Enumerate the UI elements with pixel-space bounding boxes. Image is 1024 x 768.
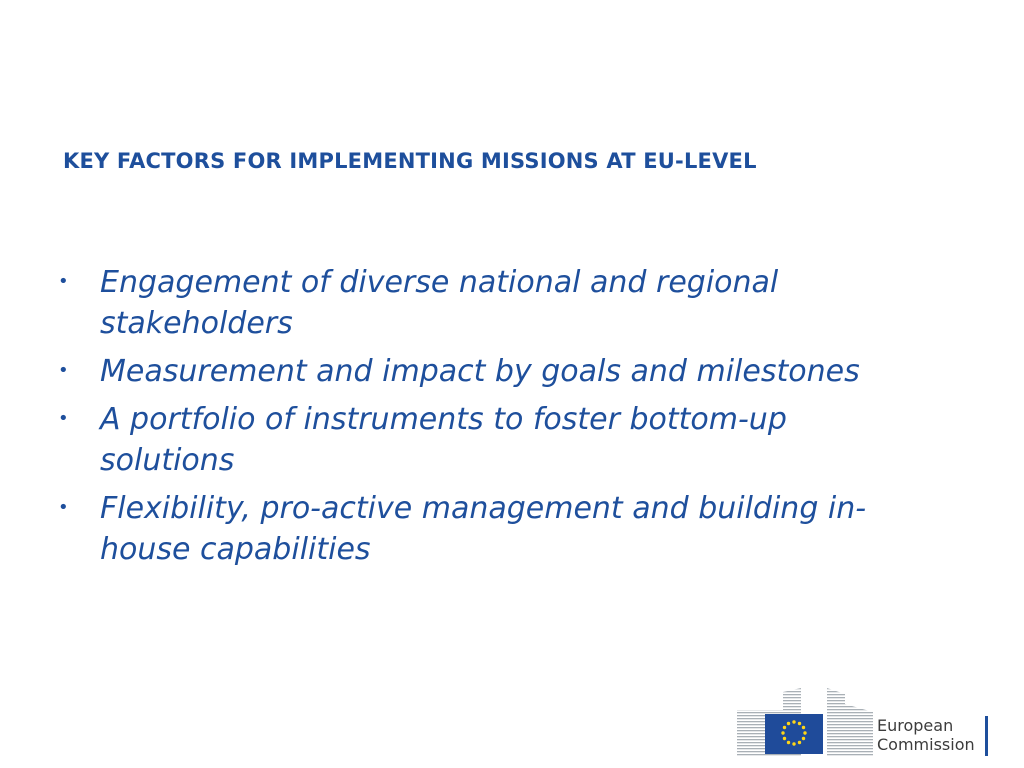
bullet-marker: • [58,408,69,429]
logo-line-european: European [877,716,954,735]
bullet-text: Measurement and impact by goals and milestones [100,354,860,389]
logo-divider-bar [985,716,988,756]
bullet-list [58,262,958,577]
bullet-text: Engagement of diverse national and regional stakeholders [100,265,779,341]
logo-line-commission: Commission [877,735,975,754]
bullet-item [58,262,958,344]
bullet-text: Flexibility, pro-active management and building in-house capabilities [100,491,867,567]
bullet-marker: • [58,271,69,292]
bullet-marker: • [58,497,69,518]
european-commission-logo [735,688,997,758]
bullet-item [58,488,958,570]
commission-building-flag-icon [735,688,875,758]
logo-wordmark [877,716,975,754]
bullet-item [58,399,958,481]
bullet-text: A portfolio of instruments to foster bottom-up solutions [100,402,787,478]
bullet-item [58,351,958,392]
slide-title: KEY FACTORS FOR IMPLEMENTING MISSIONS AT EU-LEVEL [63,149,757,173]
bullet-marker: • [58,360,69,381]
